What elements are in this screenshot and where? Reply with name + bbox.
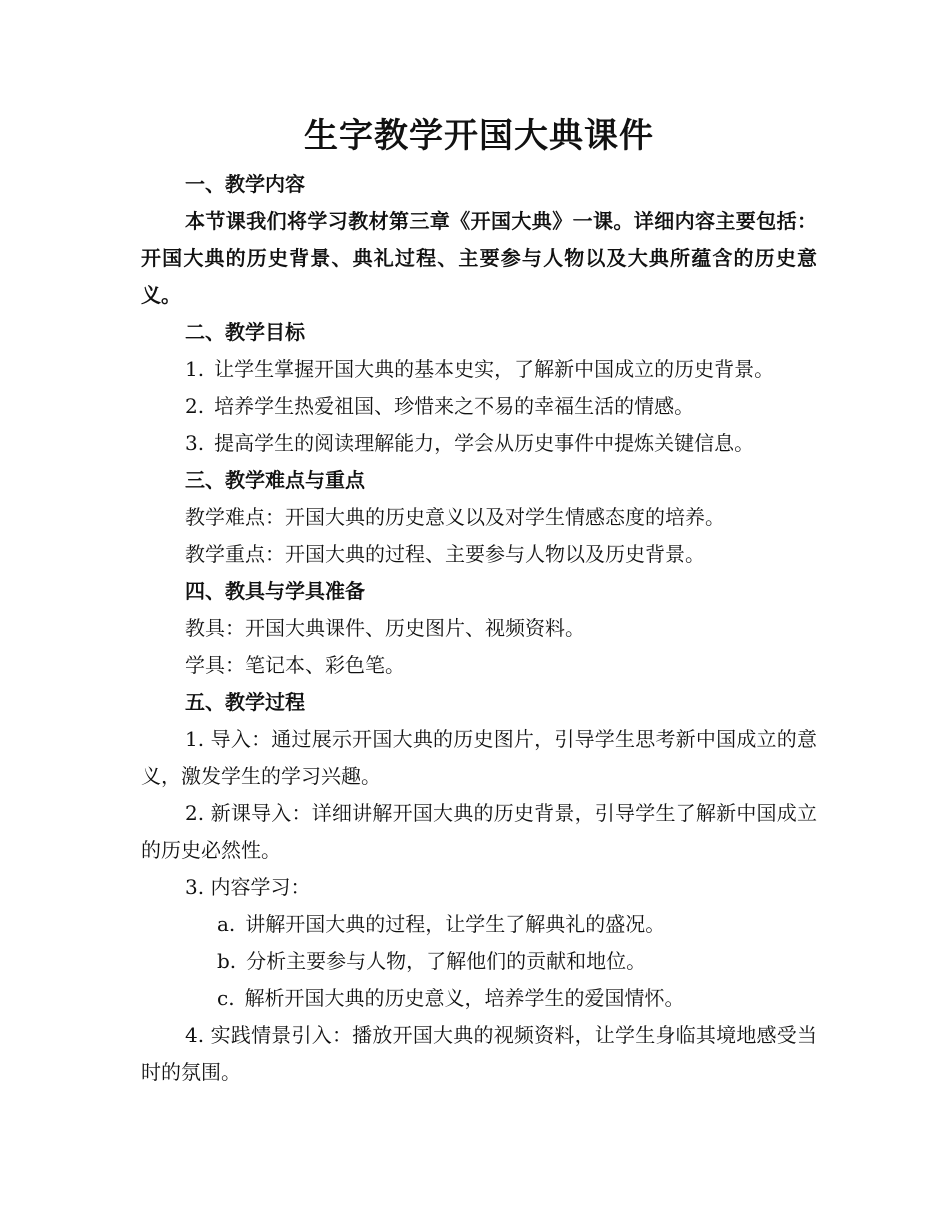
process-step-3: 3. 内容学习： [185,875,311,899]
process-step-1: 1. 导入：通过展示开国大典的历史图片，引导学生思考新中国成立的意义，激发学生的学习兴趣。 [141,727,817,788]
process-step-4: 4. 实践情景引入：播放开国大典的视频资料，让学生身临其境地感受当时的氛围。 [141,1023,817,1084]
sub-item-text: 解析开国大典的历史意义，培养学生的爱国情怀。 [244,986,685,1010]
goal-item-text: 提高学生的阅读理解能力，学会从历史事件中提炼关键信息。 [214,431,755,455]
sub-item-letter: c. [217,986,235,1010]
section-heading-difficulty: 三、教学难点与重点 [185,468,365,492]
student-tools-text: 学具：笔记本、彩色笔。 [185,653,405,677]
goal-item-text: 培养学生热爱祖国、珍惜来之不易的幸福生活的情感。 [214,394,695,418]
key-points-text: 教学重点：开国大典的过程、主要参与人物以及历史背景。 [185,542,705,566]
goal-item-number: 2. [185,394,205,418]
teacher-tools-text: 教具：开国大典课件、历史图片、视频资料。 [185,616,585,640]
sub-item-c [141,980,817,1017]
content-intro-paragraph: 本节课我们将学习教材第三章《开国大典》一课。详细内容主要包括：开国大典的历史背景、典礼过程、主要参与人物以及大典所蕴含的历史意义。 [141,209,817,307]
document-title: 生字教学开国大典课件 [304,116,654,156]
goal-item-2 [141,388,817,425]
section-heading-tools: 四、教具与学具准备 [185,579,365,603]
goal-item-1 [141,351,817,388]
sub-item-text: 讲解开国大典的过程，让学生了解典礼的盛况。 [245,912,666,936]
section-heading-process: 五、教学过程 [185,690,305,714]
sub-item-letter: b. [217,949,237,973]
section-heading-goals: 二、教学目标 [185,320,305,344]
section-heading-content: 一、教学内容 [185,172,305,196]
goal-item-text: 让学生掌握开国大典的基本史实，了解新中国成立的历史背景。 [214,357,775,381]
difficulty-text: 教学难点：开国大典的历史意义以及对学生情感态度的培养。 [185,505,725,529]
goal-item-number: 1. [185,357,205,381]
goal-item-3 [141,425,817,462]
sub-item-letter: a. [217,912,236,936]
sub-item-a [141,906,817,943]
goal-item-number: 3. [185,431,205,455]
document-page [141,108,817,1091]
sub-item-b [141,943,817,980]
sub-item-text: 分析主要参与人物，了解他们的贡献和地位。 [246,949,647,973]
process-step-2: 2. 新课导入：详细讲解开国大典的历史背景，引导学生了解新中国成立的历史必然性。 [141,801,817,862]
